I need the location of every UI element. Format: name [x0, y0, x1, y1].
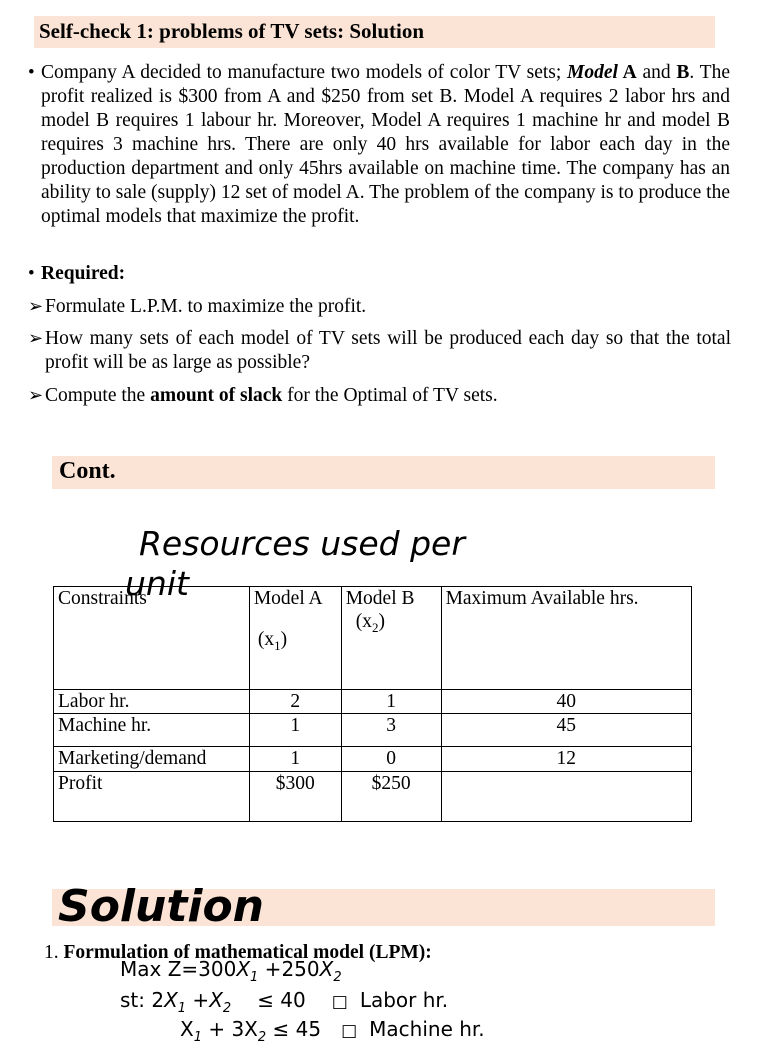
solution-header-band: [52, 881, 715, 932]
table-row: [54, 772, 692, 822]
resources-used-label: Resources used per unit: [125, 524, 465, 603]
table-row: [54, 690, 692, 714]
section-title: Cont.: [59, 458, 116, 484]
header-max-hours: Maximum Available hrs.: [441, 587, 691, 690]
question-1: Formulate L.P.M. to maximize the profit.: [45, 296, 367, 317]
arrow-bullet-icon: ➢: [28, 385, 44, 405]
box-icon: □: [331, 992, 348, 1012]
bullet: •: [28, 62, 35, 83]
cell-model-a: 1: [249, 714, 341, 747]
required-label: Required:: [41, 263, 126, 284]
header-model-a: Model A $(x_1)$: [249, 587, 341, 690]
cell-model-b: $250: [341, 772, 441, 822]
row-label: Machine hr.: [54, 714, 250, 747]
page-title-band: [34, 16, 715, 48]
cell-max: [441, 772, 691, 822]
table-row: [54, 747, 692, 772]
constraint-labor: st: $2X_1 +X_2 \le 40$ □ Labor hr.: [120, 988, 449, 1016]
header-model-b: Model B $(x_2)$: [341, 587, 441, 690]
problem-paragraph: Company A decided to manufacture two models of color TV sets; Model A and B. The profit realized is $300 from A and $250 from set B. Model A requires 2 labor hrs and model B requires 1 labour hr. Moreover, Model A requires 1 machine hr and model B requires 3 machine hrs. There are only 40 hrs available for labor each day in the production department and only 45hrs available on machine time. The company has an ability to sale (supply) 12 set of model A. The problem of the company is to produce the optimal models that maximize the profit.: [41, 62, 730, 227]
page-title: Self-check 1: problems of TV sets: Solution: [39, 19, 425, 43]
cell-model-b: 3: [341, 714, 441, 747]
arrow-bullet-icon: ➢: [28, 296, 44, 316]
question-3: Compute the amount of slack for the Optimal of TV sets.: [45, 385, 498, 406]
resources-table: [53, 586, 692, 822]
row-label: Marketing/demand: [54, 747, 250, 772]
cell-max: 40: [441, 690, 691, 714]
table-row: [54, 714, 692, 747]
arrow-bullet-icon: ➢: [28, 328, 44, 348]
constraint-machine: $X_1 + 3X_2 \le 45$ □ Machine hr.: [180, 1017, 485, 1045]
cell-max: 45: [441, 714, 691, 747]
row-label: Profit: [54, 772, 250, 822]
cell-model-a: 1: [249, 747, 341, 772]
header-constraints: Constraints: [54, 587, 250, 690]
objective-function: Max $Z=300X_1 +250X_2$: [120, 957, 342, 985]
bullet: •: [28, 263, 35, 284]
cell-model-b: 1: [341, 690, 441, 714]
question-2: How many sets of each model of TV sets will be produced each day so that the total profit will be as large as possible?: [45, 328, 731, 373]
section-header-band: [52, 456, 715, 489]
cell-model-a: 2: [249, 690, 341, 714]
step-heading: 1. Formulation of mathematical model (LPM):: [44, 942, 432, 963]
solution-title: Solution: [58, 881, 264, 932]
cell-model-b: 0: [341, 747, 441, 772]
row-label: Labor hr.: [54, 690, 250, 714]
cell-max: 12: [441, 747, 691, 772]
cell-model-a: $300: [249, 772, 341, 822]
